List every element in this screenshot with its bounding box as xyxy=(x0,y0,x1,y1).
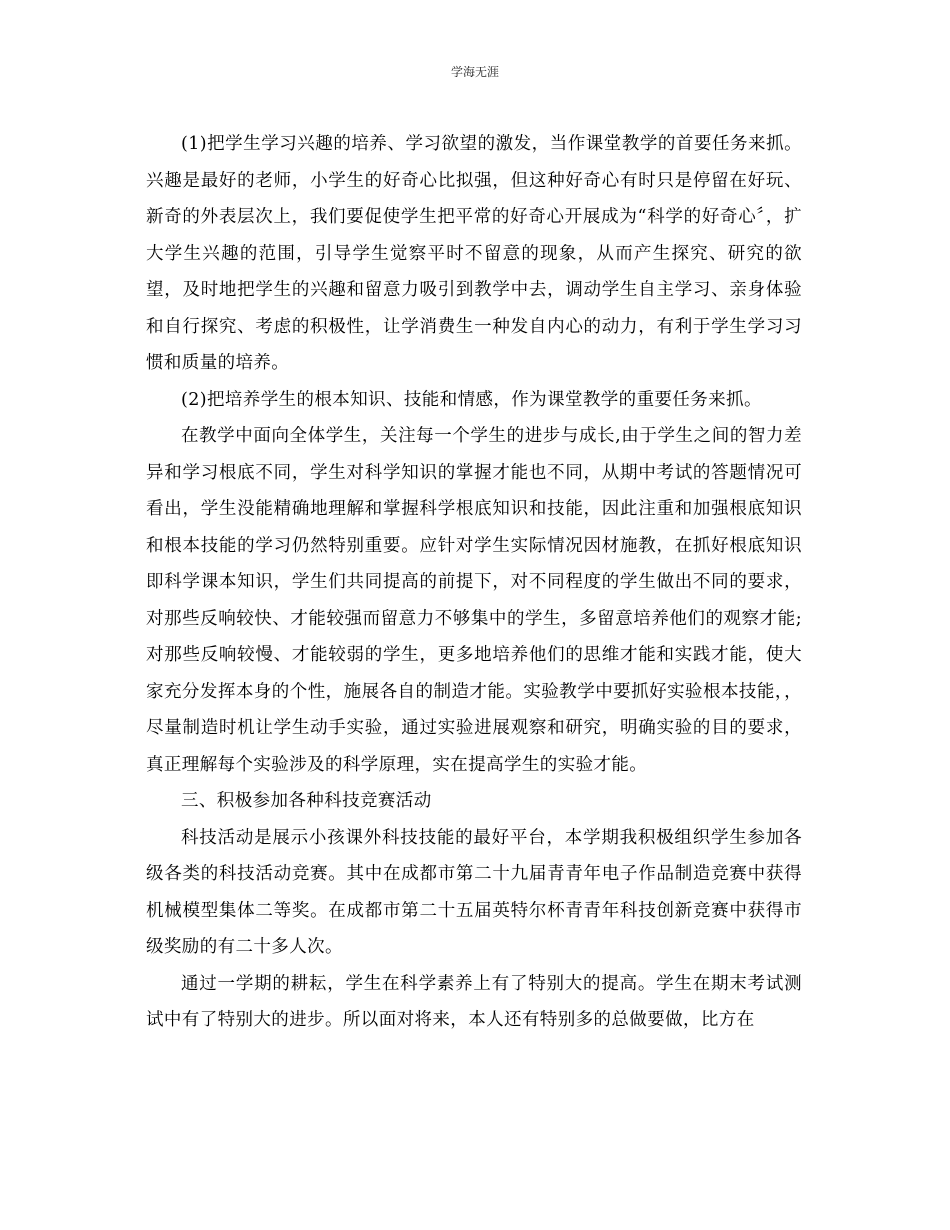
section-heading-competitions: 三、积极参加各种科技竞赛活动 xyxy=(181,791,432,811)
paragraph-activities: 科技活动是展示小孩课外科技技能的最好平台，本学期我积极组织学生参加各级各类的科技活动竞赛。其中在成都市第二十九届青青年电子作品制造竞赛中获得机械模型集体二等奖。在成都市第二十五届英特尔杯青青年科技创新竞赛中获得市级奖励的有二十多人次。 xyxy=(146,827,802,957)
paragraph-summary: 通过一学期的耕耘，学生在科学素养上有了特别大的提高。学生在期末考试测试中有了特别大的进步。所以面对将来，本人还有特别多的总做要做，比方在 xyxy=(146,973,802,1030)
paragraph-interest: (1)把学生学习兴趣的培养、学习欲望的激发，当作课堂教学的首要任务来抓。兴趣是最好的老师，小学生的好奇心比拟强，但这种好奇心有时只是停留在好玩、新奇的外表层次上，我们要促使学生把平常的好奇心开展成为“科学的好奇心〞，扩大学生兴趣的范围，引导学生觉察平时不留意的现象，从而产生探究、研究的欲望，及时地把学生的兴趣和留意力吸引到教学中去，调动学生自主学习、亲身体验和自行探究、考虑的积极性，让学消费生一种发自内心的动力，有利于学生学习习惯和质量的培养。 xyxy=(146,134,802,373)
page-header: 学海无涯 xyxy=(450,65,499,79)
paragraph-teaching: 在教学中面向全体学生，关注每一个学生的进步与成长,由于学生之间的智力差异和学习根底不同，学生对科学知识的掌握才能也不同，从期中考试的答题情况可看出，学生没能精确地理解和掌握科学根底知识和技能，因此注重和加强根底知识和根本技能的学习仍然特别重要。应针对学生实际情况因材施教，在抓好根底知识即科学课本知识，学生们共同提高的前提下，对不同程度的学生做出不同的要求，对那些反响较快、才能较强而留意力不够集中的学生，多留意培养他们的观察才能;对那些反响较慢、才能较弱的学生，更多地培养他们的思维才能和实践才能，使大家充分发挥本身的个性，施展各自的制造才能。实验教学中要抓好实验根本技能，，尽量制造时机让学生动手实验，通过实验进展观察和研究，明确实验的目的要求，真正理解每个实验涉及的科学原理，实在提高学生的实验才能。 xyxy=(146,426,802,775)
document-body xyxy=(146,126,802,1039)
paragraph-basic-knowledge: (2)把培养学生的根本知识、技能和情感，作为课堂教学的重要任务来抓。 xyxy=(181,389,762,410)
